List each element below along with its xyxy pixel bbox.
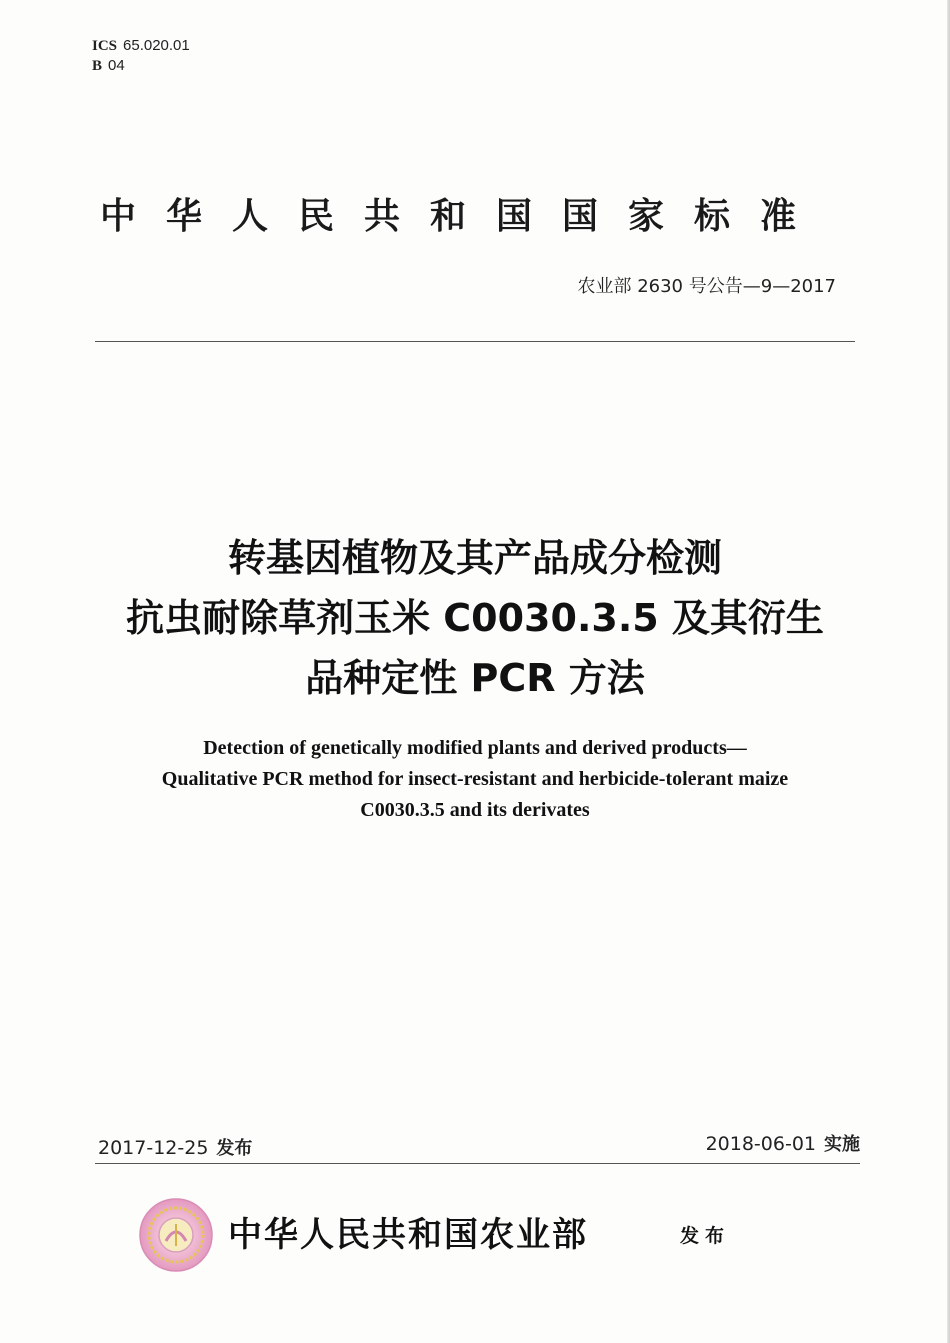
issuing-authority: 中华人民共和国农业部 <box>228 1215 588 1255</box>
english-title-line-1: Detection of genetically modified plants and derived products— <box>203 737 747 759</box>
issue-date: 2017-12-25 <box>98 1137 209 1159</box>
chinese-title-line-1: 转基因植物及其产品成分检测 <box>227 536 722 580</box>
top-divider <box>95 341 855 342</box>
ccs-value: 04 <box>108 57 125 74</box>
ics-line <box>92 36 190 56</box>
classification-block <box>92 36 190 76</box>
ccs-line <box>92 56 190 76</box>
national-standard-heading: 中华人民共和国国家标准 <box>100 196 827 237</box>
implement-label: 实施 <box>824 1134 860 1155</box>
english-title-line-2: Qualitative PCR method for insect-resistant and herbicide-tolerant maize <box>161 768 789 790</box>
issue-date-block <box>98 1134 252 1160</box>
standard-number: 农业部 2630 号公告—9—2017 <box>577 276 836 297</box>
english-title-line-3: C0030.3.5 and its derivates <box>360 799 590 821</box>
chinese-title <box>60 528 890 708</box>
chinese-title-line-2: 抗虫耐除草剂玉米 C0030.3.5 及其衍生 <box>126 596 824 640</box>
ics-code: ICS <box>92 38 118 54</box>
issue-word: 发布 <box>680 1225 731 1247</box>
bottom-divider <box>95 1163 860 1164</box>
chinese-title-line-3: 品种定性 PCR 方法 <box>305 656 645 700</box>
issue-label: 发布 <box>216 1138 253 1159</box>
implement-date-block <box>706 1130 860 1156</box>
english-title <box>60 733 890 826</box>
ministry-emblem-icon <box>138 1197 214 1273</box>
ccs-code: B <box>92 58 103 74</box>
ics-value: 65.020.01 <box>123 37 190 54</box>
implement-date: 2018-06-01 <box>705 1133 816 1155</box>
